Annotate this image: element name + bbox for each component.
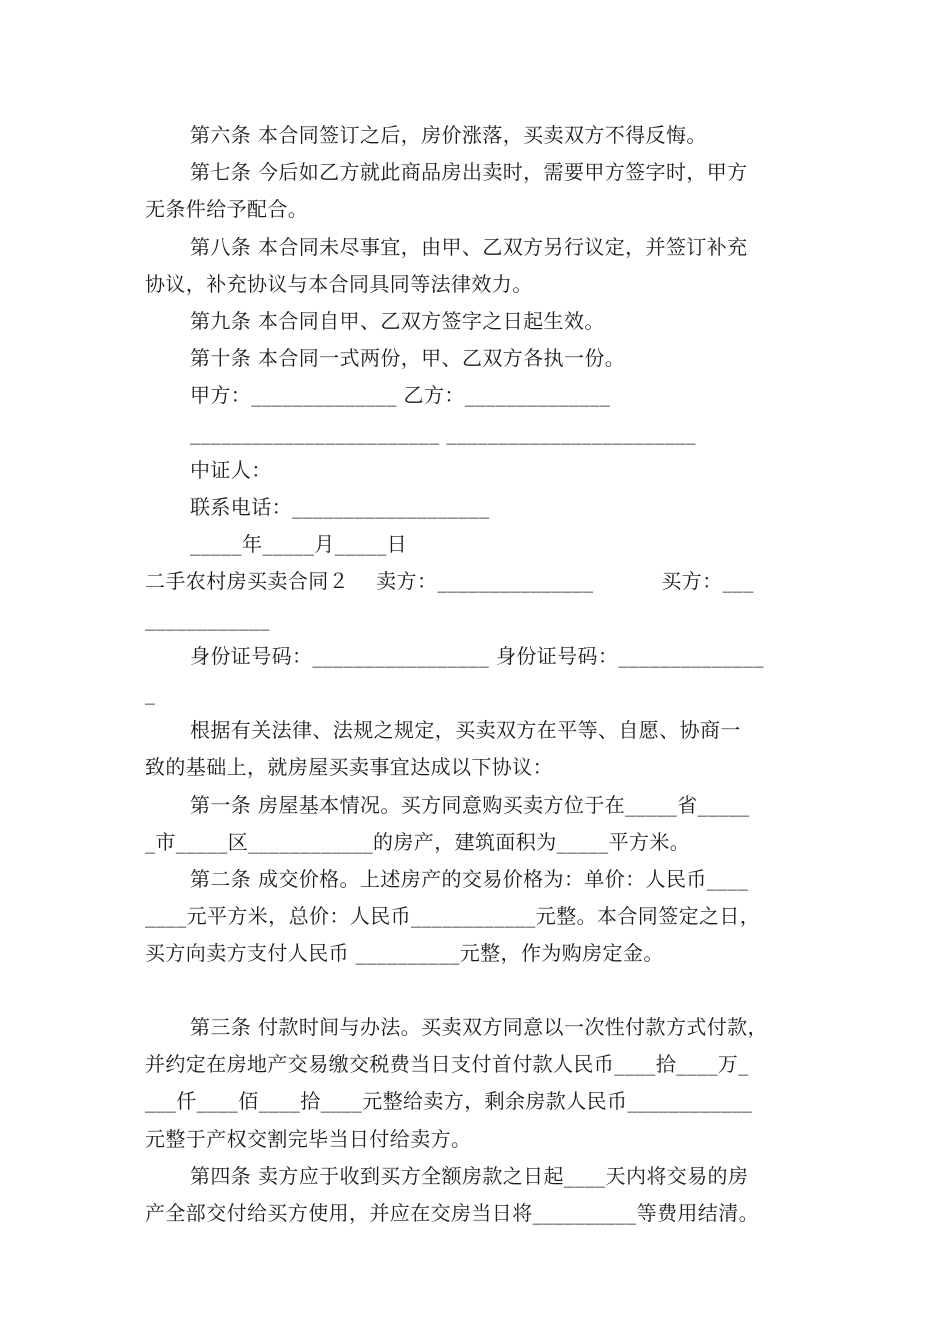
text-line: ____元平方米，总价：人民币____________元整。本合同签定之日，: [145, 904, 761, 928]
text-line: 第十条 本合同一式两份，甲、乙双方各执一份。: [190, 346, 626, 370]
text-line: _市_____区____________的房产，建筑面积为_____平方米。: [145, 830, 691, 854]
text-line: 第二条 成交价格。上述房产的交易价格为：单价：人民币____: [190, 867, 749, 891]
text-line: 致的基础上，就房屋买卖事宜达成以下协议：: [145, 755, 553, 779]
text-line: 第四条 卖方应于收到买方全额房款之日起____天内将交易的房: [190, 1164, 749, 1188]
text-line: 协议，补充协议与本合同具同等法律效力。: [145, 272, 533, 296]
contract-heading-line: 二手农村房买卖合同２ 卖方：_______________ 买方：___: [145, 569, 754, 593]
text-line: 第九条 本合同自甲、乙双方签字之日起生效。: [190, 309, 605, 333]
id-number-line: 身份证号码：_________________ 身份证号码：______________: [190, 644, 764, 668]
signature-blank-line: ________________________ ________________________: [190, 421, 696, 445]
text-line: 第八条 本合同未尽事宜，由甲、乙双方另行议定，并签订补充: [190, 235, 748, 259]
text-line: 产全部交付给买方使用，并应在交房当日将__________等费用结清。: [145, 1201, 759, 1225]
text-line: 买方向卖方支付人民币 __________元整，作为购房定金。: [145, 941, 664, 965]
text-line: 元整于产权交割完毕当日付给卖方。: [145, 1127, 472, 1151]
text-line: 并约定在房地产交易缴交税费当日支付首付款人民币____拾____万_: [145, 1052, 749, 1076]
text-line: 中证人：: [190, 458, 272, 482]
text-line: 第一条 房屋基本情况。买方同意购买卖方位于在_____省_____: [190, 793, 750, 817]
text-line: ____________: [145, 607, 270, 631]
text-line: ___仟____佰____拾____元整给卖方，剩余房款人民币____________: [145, 1089, 753, 1113]
text-line: 第三条 付款时间与办法。买卖双方同意以一次性付款方式付款，: [190, 1015, 768, 1039]
signature-line-parties: 甲方：______________ 乙方：______________: [190, 383, 611, 407]
text-line: _: [145, 681, 156, 705]
date-line: _____年_____月_____日: [190, 532, 408, 556]
text-line: 第六条 本合同签订之后，房价涨落，买卖双方不得反悔。: [190, 123, 707, 147]
text-line: 第七条 今后如乙方就此商品房出卖时，需要甲方签字时，甲方: [190, 160, 748, 184]
text-line: 根据有关法律、法规之规定，买卖双方在平等、自愿、协商一: [190, 718, 741, 742]
text-line: 无条件给予配合。: [145, 197, 309, 221]
phone-line: 联系电话：___________________: [190, 495, 490, 519]
